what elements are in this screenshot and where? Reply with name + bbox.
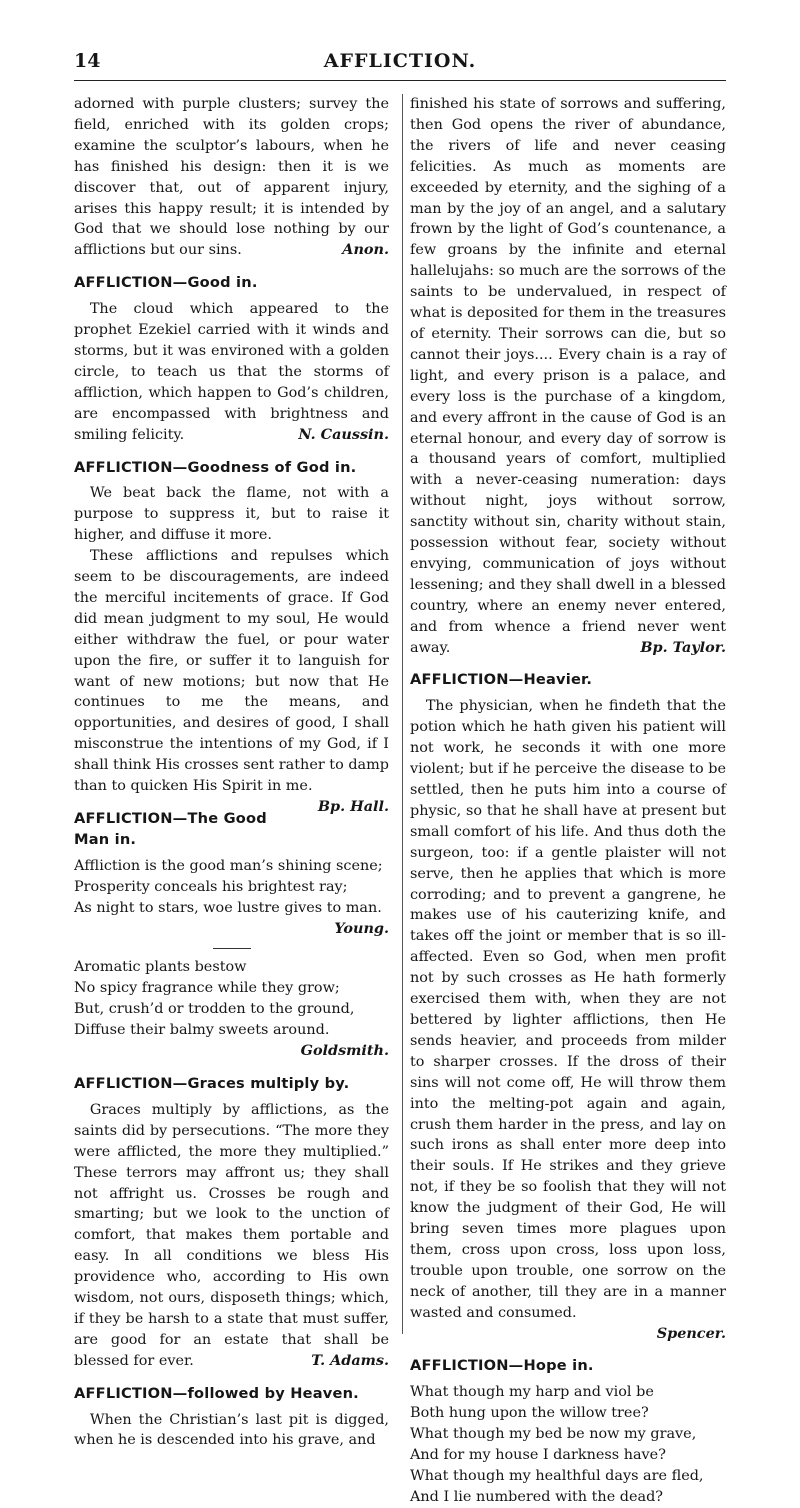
verse-line: What though my bed be now my grave, xyxy=(410,1426,697,1443)
continued-paragraph: finished his state of sorrows and suffering, then God opens the river of abundance, the rivers of life and never ceasing felicities. As much as moments are exceeded by eternity, and the sighing of a man by the joy of an angel, and a salutary frown by the light of God’s countenance, a few groans by the infinite and eternal hallelujahs: so much are the sorrows of the saints to be undervalued, in respect of what is deposited for them in the treasures of eternity. Their sorrows can die, but so cannot their joys.... Every chain is a ray of light, and every prison is a palace, and every loss is the purchase of a kingdom, and every affront in the cause of God is an eternal honour, and every day of sorrow is a thousand years of comfort, multiplied with a never-ceasing numeration: days without night, joys without sorrow, sanctity without sin, charity without stain, possession without fear, society without envying, communication of joys without lessening; and they shall dwell in a blessed country, where an enemy never entered, and from whence a friend never went away. Bp. Taylor. xyxy=(410,94,726,658)
section-text-goodness-p2: These afflictions and repulses which seem to be discouragements, are indeed the merciful incitements of grace. If God did mean judgment to my soul, He would either withdraw the fuel, or pour water upon the fire, or suffer it to languish for want of new motions; but now that He continues to me the means, and opportunities, and desires of good, I shall misconstrue the intentions of my God, if I shall think His crosses sent rather to damp than to quicken His Spirit in me. Bp. Hall. xyxy=(74,546,389,797)
text-columns xyxy=(74,94,726,1505)
section-text-heavier: The physician, when he findeth that the potion which he hath given his patient will not work, he seconds it with one more violent; but if he perceive the disease to be settled, then he puts him into a course of physic, so that he shall have at present but small comfort of his life. And thus doth the surgeon, too: if a gentle plaister will not serve, then he applies that which is more corroding; and to prevent a gangrene, he makes use of his cauterizing knife, and takes off the joint or member that is so ill-affected. Even so God, when men profit not by such crosses as He hath formerly exercised them with, when they are not bettered by lighter afflictions, then He sends heavier, and proceeds from milder to sharper crosses. If the dross of their sins will not come off, He will throw them into the melting-pot again and again, crush them harder in the press, and lay on such irons as shall enter more deep into their souls. If He strikes and they grieve not, if they be so foolish that they will not know the judgment of their God, He will bring seven times more plagues upon them, cross upon cross, loss upon loss, trouble upon trouble, one sorrow on the neck of another, till they are in a manner wasted and consumed. xyxy=(410,698,726,1321)
section-text-goodness-p1: We beat back the flame, not with a purpose to suppress it, but to raise it higher, and diffuse it more. xyxy=(74,485,389,544)
section-heading-graces-multiply: AFFLICTION—Graces multiply by. xyxy=(74,1074,350,1092)
page-title: AFFLICTION. xyxy=(323,50,477,72)
verse-line: As night to stars, woe lustre gives to man. xyxy=(74,899,382,916)
section-heading-hope-in: AFFLICTION—Hope in. xyxy=(410,1357,594,1375)
section-heading-heavier: AFFLICTION—Heavier. xyxy=(410,671,593,689)
verse-line: What though my harp and viol be xyxy=(410,1384,654,1401)
section-author-taylor: Bp. Taylor. xyxy=(640,638,726,656)
running-head xyxy=(74,50,726,81)
section-author-young: Young. xyxy=(334,919,389,937)
verse-young xyxy=(74,856,389,940)
section-heading-goodness-of-god: AFFLICTION—Goodness of God in. xyxy=(74,458,357,476)
verse-line: Aromatic plants bestow xyxy=(74,959,247,976)
verse-line: Both hung upon the willow tree? xyxy=(410,1405,649,1422)
section-heading-good-in: AFFLICTION—Good in. xyxy=(74,274,258,292)
verse-line: Prosperity conceals his brightest ray; xyxy=(74,878,348,895)
section-text-followed-by-heaven: When the Christian’s last pit is digged, when he is descended into his grave, and xyxy=(74,1411,389,1449)
verse-line: No spicy fragrance while they grow; xyxy=(74,980,340,997)
verse-line: Diffuse their balmy sweets around. xyxy=(74,1022,330,1039)
section-heading-good-man: AFFLICTION—The Good Man in. xyxy=(74,810,267,848)
page-number: 14 xyxy=(74,50,101,72)
right-column xyxy=(402,94,726,1505)
verse-line: But, crush’d or trodden to the ground, xyxy=(74,1001,355,1018)
section-text-graces-multiply: Graces multiply by afflictions, as the saints did by persecutions. “The more they were afflicted, the more they multiplied.” These terrors may affront us; they shall not affright us. Crosses be rough and smarting; but we look to the unction of comfort, that makes them portable and easy. In all conditions we bless His providence who, according to His own wisdom, not ours, disposeth things; which, if they be harsh to a state that must suffer, are good for an estate that shall be blessed for ever. T. Adams. xyxy=(74,1100,389,1372)
left-column xyxy=(74,94,389,1449)
verse-line: And for my house I darkness have? xyxy=(410,1447,666,1464)
section-author-goldsmith: Goldsmith. xyxy=(300,1042,389,1060)
divider-rule xyxy=(213,948,251,949)
verse-goldsmith xyxy=(74,957,389,1062)
section-author-adams: T. Adams. xyxy=(311,1351,389,1369)
section-text-good-in: The cloud which appeared to the prophet Ezekiel carried with it winds and storms, but it was environed with a golden circle, to teach us that the storms of affliction, which happen to God’s children, are encompassed with brightness and smiling felicity. N. Caussin. xyxy=(74,299,389,445)
verse-hope xyxy=(410,1382,726,1507)
intro-author: Anon. xyxy=(342,241,389,259)
verse-line: Affliction is the good man’s shining scene; xyxy=(74,857,383,874)
section-heading-followed-by-heaven: AFFLICTION—followed by Heaven. xyxy=(74,1384,359,1402)
section-author-caussin: N. Caussin. xyxy=(298,425,389,443)
verse-line: What though my healthful days are fled, xyxy=(410,1468,704,1484)
intro-paragraph: adorned with purple clusters; survey the field, enriched with its golden crops; examine the sculptor’s labours, when he has finished his design: then it is we discover that, out of apparent injury, arises this happy result; it is intended by God that we should lose nothing by our afflictions but our sins. Anon. xyxy=(74,94,389,261)
verse-line: And I lie numbered with the dead? xyxy=(410,1488,664,1505)
section-author-spencer: Spencer. xyxy=(656,1324,726,1342)
section-author-hall: Bp. Hall. xyxy=(317,798,389,815)
